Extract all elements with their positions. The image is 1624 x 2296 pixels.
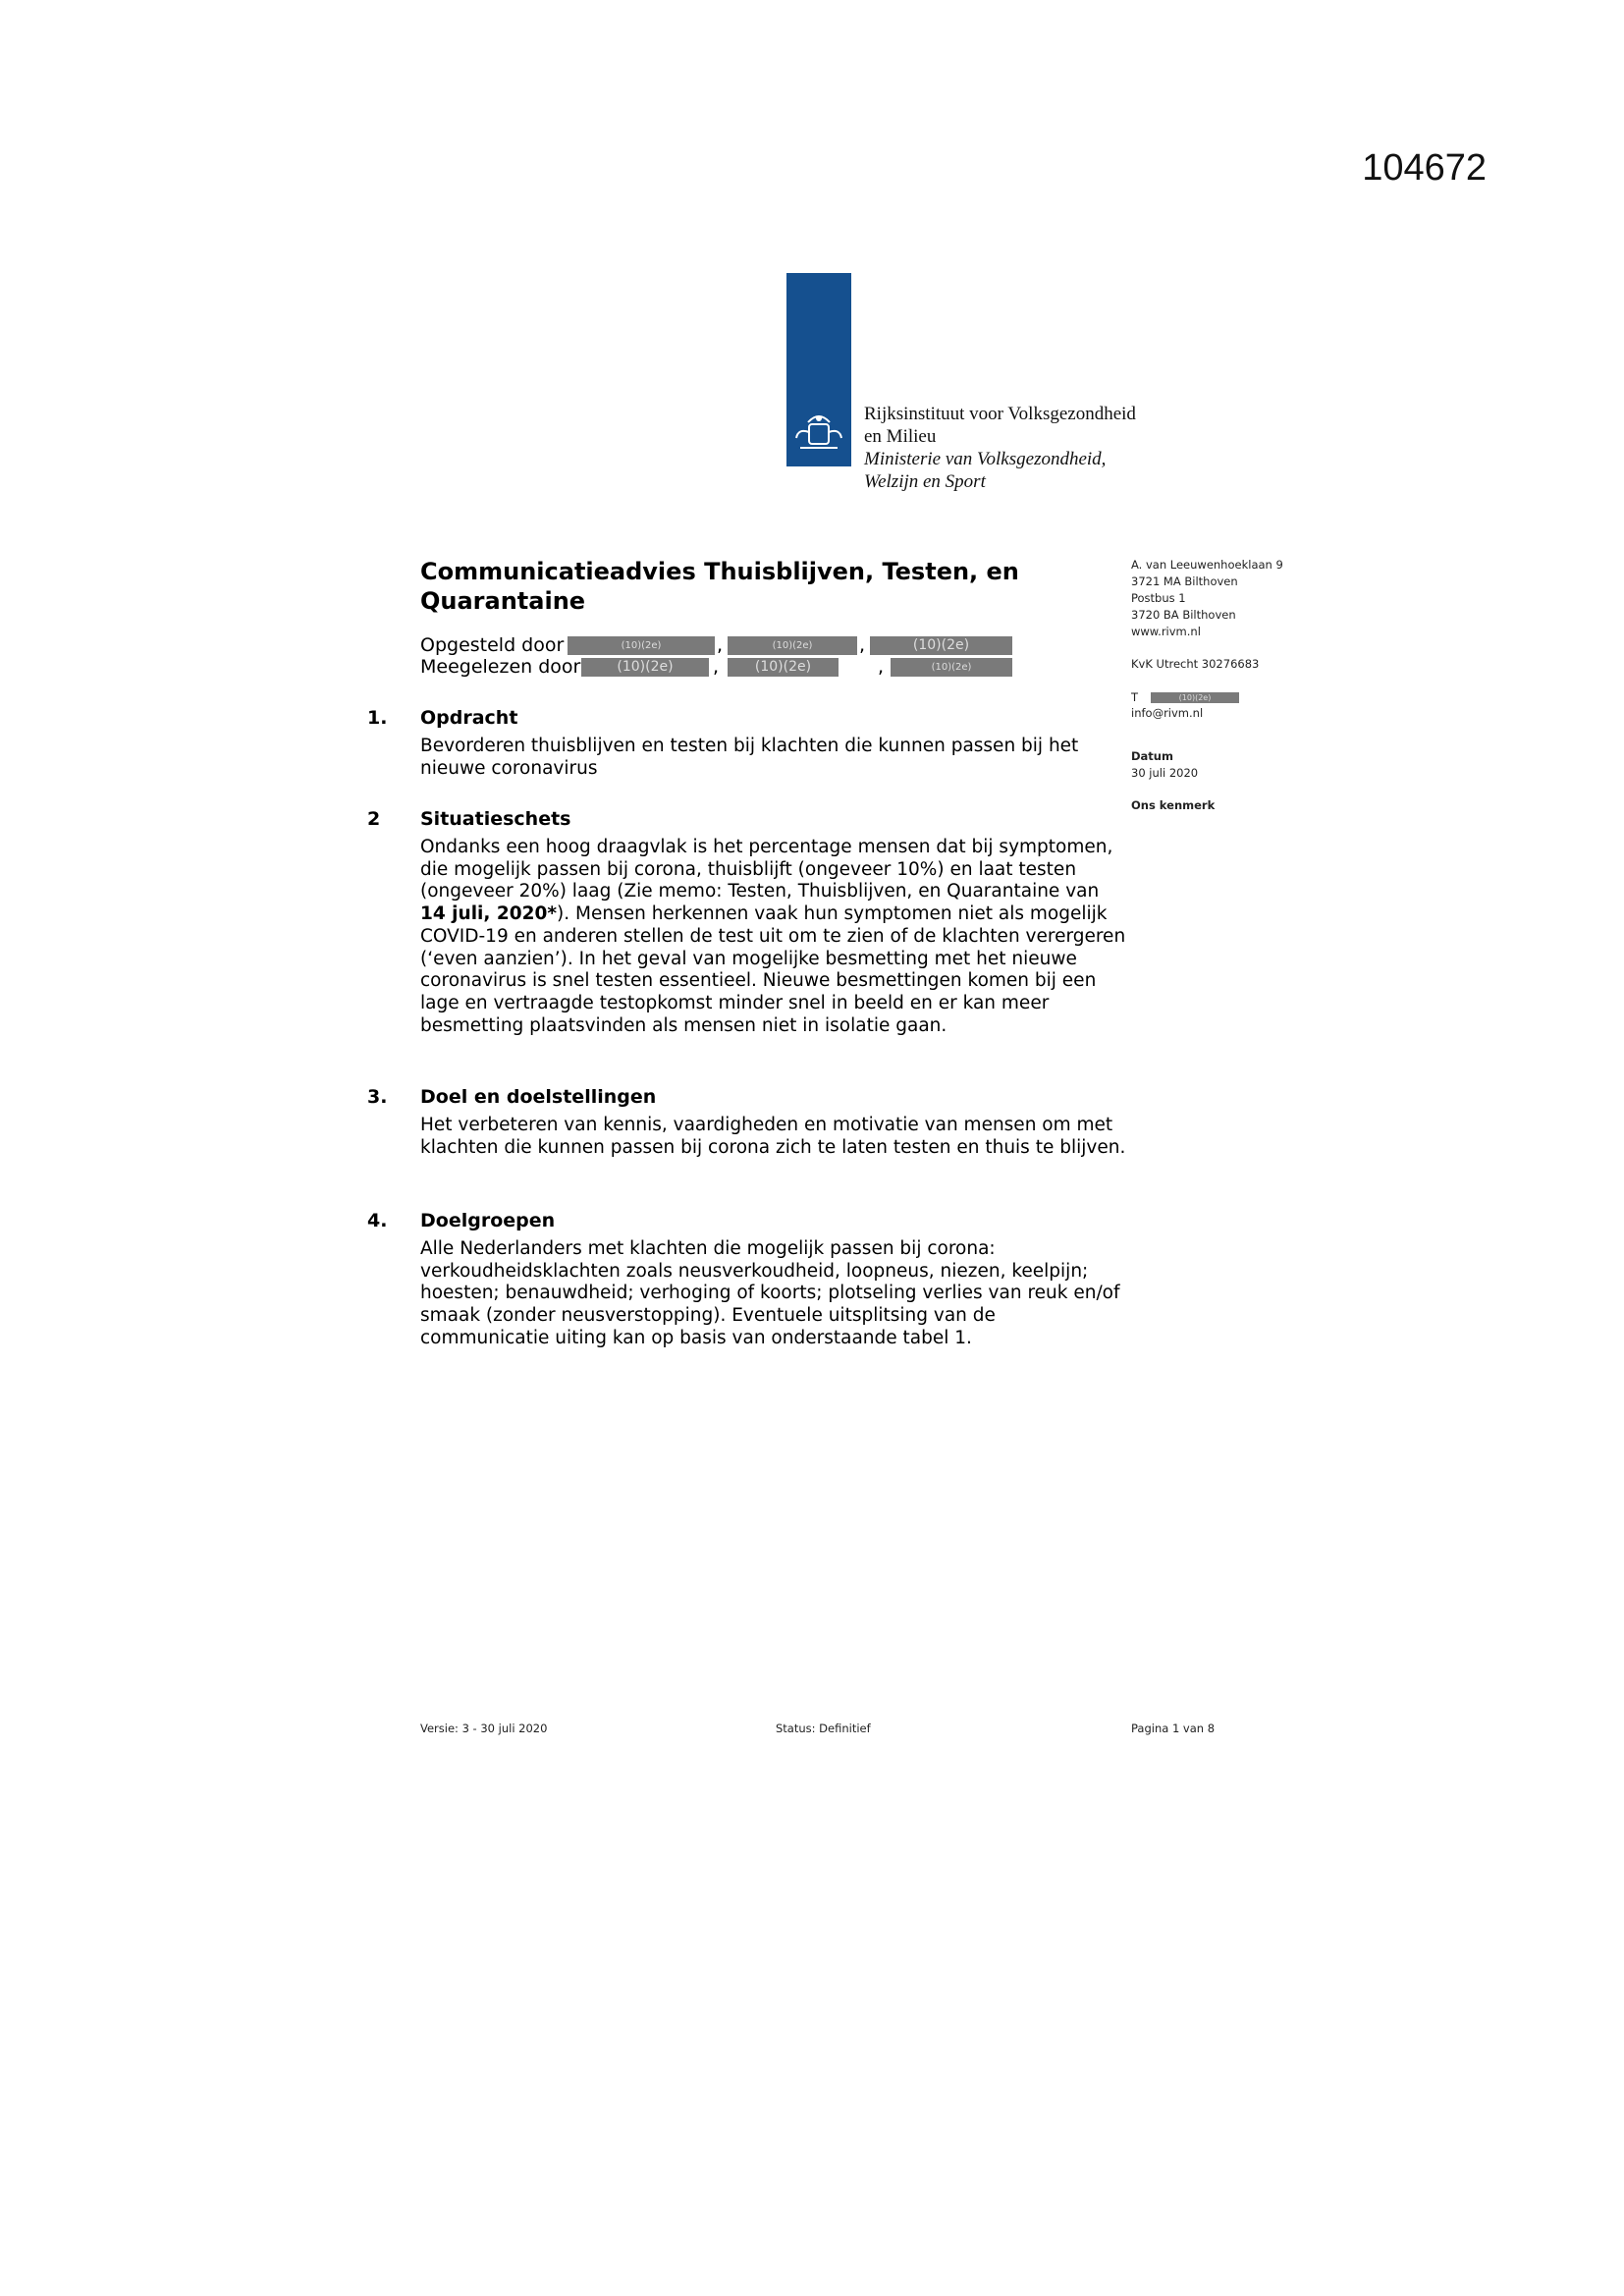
section-text: Ondanks een hoog draagvlak is het percentage mensen dat bij symptomen, die mogelijk passen bij corona, thuisblijft (ongeveer 10%) en laat testen (ongeveer 20%) laag (Zie memo: Testen, Thuisblijven, en Quarantaine van 14 juli, 2020*). Mensen herkennen vaak hun symptomen niet als mogelijk COVID-19 en anderen stellen de test uit om te zien of de klachten verergeren (‘even aanzien’). In het geval van mogelijke besmetting met het nieuwe coronavirus is snel testen essentieel. Nieuwe besmettingen komen bij een lage en vertraagde testopkomst minder snel in beeld en er kan meer besmetting plaatsvinden als mensen niet in isolatie gaan. [420,837,1126,1036]
address-line: 3721 MA Bilthoven [1131,574,1238,588]
address-line: A. van Leeuwenhoeklaan 9 [1131,558,1283,572]
kvk-number: KvK Utrecht 30276683 [1131,657,1260,671]
logo-line: en Milieu [864,426,937,447]
redaction: (10)(2e) [1151,692,1239,703]
section-number: 4. [367,1210,388,1231]
section-number: 2 [367,808,381,830]
section-heading: Opdracht [420,707,518,729]
reference-label: Ons kenmerk [1131,798,1216,812]
date-label: Datum [1131,749,1173,763]
section-text: Alle Nederlanders met klachten die mogelijk passen bij corona: verkoudheidsklachten zoals neusverkoudheid, loopneus, niezen, keelpijn; hoesten; benauwdheid; verhoging of koorts; plotseling verlies van reuk en/of smaak (zonder neusverstopping). Eventuele uitsplitsing van de communicatie uiting kan op basis van onderstaande tabel 1. [420,1238,1120,1348]
logo-line: Rijksinstituut voor Volksgezondheid [864,404,1136,424]
section-text: Bevorderen thuisblijven en testen bij klachten die kunnen passen bij het nieuwe coronavirus [420,736,1079,779]
address-line: Postbus 1 [1131,591,1186,605]
document-title: Communicatieadvies Thuisblijven, Testen, en Quarantaine [420,558,1019,615]
section-heading: Doelgroepen [420,1210,556,1231]
sidebar-address [1131,557,1283,640]
section-heading: Doel en doelstellingen [420,1086,657,1108]
logo-line: Ministerie van Volksgezondheid, [864,449,1107,469]
footer-page: Pagina 1 van 8 [1131,1722,1216,1735]
section-heading: Situatieschets [420,808,571,830]
footer-status: Status: Definitief [776,1722,871,1735]
read-by-label: Meegelezen door [420,656,581,678]
footer-version: Versie: 3 - 30 juli 2020 [420,1722,548,1735]
crest-icon [786,393,851,466]
reference-block [1131,797,1215,814]
logo-line: Welzijn en Sport [864,471,986,492]
organization-name [864,403,1136,493]
memo-date: 14 juli, 2020* [420,903,558,925]
section-number: 3. [367,1086,388,1108]
website: www.rivm.nl [1131,625,1201,638]
section-number: 1. [367,707,388,729]
redaction: (10)(2e) [568,636,715,655]
redaction: (10)(2e) [891,658,1012,677]
address-line: 3720 BA Bilthoven [1131,608,1236,622]
redaction: (10)(2e) [728,636,857,655]
written-by-label: Opgesteld door [420,634,565,656]
phone-label: T [1131,690,1139,704]
redaction: (10)(2e) [581,658,709,677]
date-block [1131,748,1198,782]
redaction: (10)(2e) [728,658,839,677]
document-number: 104672 [1362,147,1487,189]
section-text: Het verbeteren van kennis, vaardigheden en motivatie van mensen om met klachten die kunnen passen bij corona zich te laten testen en thuis te blijven. [420,1115,1126,1158]
date-value: 30 juli 2020 [1131,766,1199,780]
email: info@rivm.nl [1131,706,1204,720]
redaction: (10)(2e) [870,636,1012,655]
